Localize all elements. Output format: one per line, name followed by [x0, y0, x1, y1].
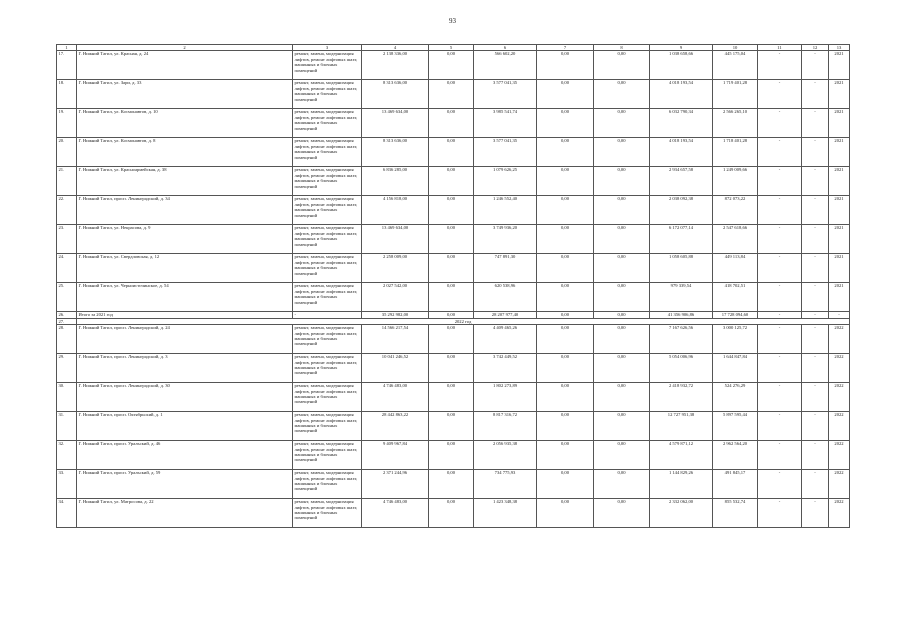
completion-year-cell: 2021 — [829, 109, 850, 138]
regional-budget-cell: 0,00 — [537, 167, 594, 196]
other-funds-cell: 5 897 595,44 — [713, 412, 758, 441]
address-cell: Г. Нижний Тагил, просп. Уральский, д. 59 — [77, 470, 293, 499]
other-funds-cell: 1 719 401,28 — [713, 80, 758, 109]
owners-funds-cell: 1 246 552,40 — [474, 196, 537, 225]
fund-cost-cell: 0,00 — [429, 254, 474, 283]
col-11-cell: - — [758, 254, 802, 283]
completion-year-cell: 13 — [829, 45, 850, 51]
fund-support-cell: 9 — [650, 45, 713, 51]
col-11-cell: - — [758, 138, 802, 167]
work-type-cell: ремонт, замена, модернизация лифтов, ремонт лифтовых шахт, машинных и блочных помещений — [293, 254, 362, 283]
fund-support-cell: 979 339,54 — [650, 283, 713, 312]
fund-support-cell: 4 579 871,12 — [650, 441, 713, 470]
table-row — [57, 225, 850, 254]
regional-budget-cell: 0,00 — [537, 138, 594, 167]
owners-funds-cell: 566 602,20 — [474, 51, 537, 80]
fund-support-cell: 2 038 092,38 — [650, 196, 713, 225]
completion-year-cell: 2022 — [829, 325, 850, 354]
fund-cost-cell: 0,00 — [429, 109, 474, 138]
completion-year-cell: 2021 — [829, 283, 850, 312]
fund-cost-cell: 0,00 — [429, 470, 474, 499]
fund-support-cell: 1 144 829,26 — [650, 470, 713, 499]
table-row — [57, 383, 850, 412]
local-budget-cell: 0,00 — [594, 225, 650, 254]
col-12-cell: - — [802, 441, 829, 470]
address-cell: Г. Нижний Тагил, ул. Зари, д. 33 — [77, 80, 293, 109]
row-number-cell: 23. — [57, 225, 77, 254]
other-funds-cell: 1 718 401,28 — [713, 138, 758, 167]
fund-support-cell: 12 727 951,38 — [650, 412, 713, 441]
fund-support-cell: 4 018 193,54 — [650, 80, 713, 109]
other-funds-cell: 524 276,29 — [713, 383, 758, 412]
completion-year-cell: 2021 — [829, 138, 850, 167]
table-row — [57, 441, 850, 470]
owners-funds-cell: 4 409 465,26 — [474, 325, 537, 354]
owners-funds-cell: 734 775,93 — [474, 470, 537, 499]
total-cost-cell: 4 — [362, 45, 429, 51]
col-12-cell: - — [802, 312, 829, 318]
fund-support-cell: 7 167 626,56 — [650, 325, 713, 354]
completion-year-cell: - — [829, 312, 850, 318]
fund-cost-cell: 0,00 — [429, 283, 474, 312]
fund-cost-cell: 0,00 — [429, 138, 474, 167]
local-budget-cell: 0,00 — [594, 80, 650, 109]
col-11-cell: - — [758, 441, 802, 470]
address-cell: Г. Нижний Тагил, просп. Ленинградский, д. 30 — [77, 383, 293, 412]
owners-funds-cell: 747 891,30 — [474, 254, 537, 283]
other-funds-cell: 1 644 847,84 — [713, 354, 758, 383]
work-type-cell: ремонт, замена, модернизация лифтов, ремонт лифтовых шахт, машинных и блочных помещений — [293, 383, 362, 412]
owners-funds-cell: 2 056 935,38 — [474, 441, 537, 470]
completion-year-cell: 2021 — [829, 196, 850, 225]
regional-budget-cell: 0,00 — [537, 412, 594, 441]
address-cell: Г. Нижний Тагил, ул. Свердловская, д. 12 — [77, 254, 293, 283]
table-row — [57, 470, 850, 499]
address-cell: Г. Нижний Тагил, просп. Ленинградский, д. 34 — [77, 196, 293, 225]
local-budget-cell: 0,00 — [594, 383, 650, 412]
completion-year-cell: 2022 — [829, 383, 850, 412]
other-funds-cell: 2 962 564,20 — [713, 441, 758, 470]
table-row — [57, 283, 850, 312]
row-number-cell: 28. — [57, 325, 77, 354]
work-type-cell: ремонт, замена, модернизация лифтов, ремонт лифтовых шахт, машинных и блочных помещений — [293, 441, 362, 470]
work-type-cell: ремонт, замена, модернизация лифтов, ремонт лифтовых шахт, машинных и блочных помещений — [293, 51, 362, 80]
owners-funds-cell: 1 802 273,89 — [474, 383, 537, 412]
regional-budget-cell: 0,00 — [537, 283, 594, 312]
col-11-cell: - — [758, 470, 802, 499]
row-number-cell: 26. — [57, 312, 77, 318]
col-11-cell: 11 — [758, 45, 802, 51]
capital-repair-table — [56, 44, 850, 528]
table-row — [57, 109, 850, 138]
fund-support-cell: 1 058 605,88 — [650, 254, 713, 283]
owners-funds-cell: 3 577 041,35 — [474, 138, 537, 167]
other-funds-cell: 3 000 125,72 — [713, 325, 758, 354]
owners-funds-cell: 8 817 316,72 — [474, 412, 537, 441]
work-type-cell: ремонт, замена, модернизация лифтов, ремонт лифтовых шахт, машинных и блочных помещений — [293, 196, 362, 225]
fund-support-cell: 6 172 077,14 — [650, 225, 713, 254]
total-cost-cell: 4 156 818,00 — [362, 196, 429, 225]
col-12-cell: - — [802, 254, 829, 283]
total-cost-cell: 2 138 336,00 — [362, 51, 429, 80]
address-cell: Г. Нижний Тагил, просп. Ленинградский, д. 24 — [77, 325, 293, 354]
total-cost-cell: 28 442 863,22 — [362, 412, 429, 441]
table-row — [57, 254, 850, 283]
local-budget-cell: 0,00 — [594, 470, 650, 499]
other-funds-cell: 17 728 094,60 — [713, 312, 758, 318]
col-12-cell: 12 — [802, 45, 829, 51]
owners-funds-cell: 6 — [474, 45, 537, 51]
table-row — [57, 412, 850, 441]
other-funds-cell: 2 547 618,66 — [713, 225, 758, 254]
fund-support-cell: 2 418 932,72 — [650, 383, 713, 412]
row-number-cell: 29. — [57, 354, 77, 383]
completion-year-cell: 2022 — [829, 441, 850, 470]
work-type-cell: ремонт, замена, модернизация лифтов, ремонт лифтовых шахт, машинных и блочных помещений — [293, 109, 362, 138]
fund-cost-cell: 0,00 — [429, 167, 474, 196]
regional-budget-cell: 0,00 — [537, 254, 594, 283]
col-11-cell: - — [758, 312, 802, 318]
local-budget-cell: 0,00 — [594, 325, 650, 354]
local-budget-cell: 0,00 — [594, 51, 650, 80]
row-number-cell: 24. — [57, 254, 77, 283]
table-row — [57, 138, 850, 167]
regional-budget-cell: 0,00 — [537, 80, 594, 109]
owners-funds-cell: 620 538,96 — [474, 283, 537, 312]
address-cell: Г. Нижний Тагил, ул. Космонавтов, д. 8 — [77, 138, 293, 167]
col-12-cell: - — [802, 283, 829, 312]
regional-budget-cell: 0,00 — [537, 441, 594, 470]
total-cost-cell: 2 258 009,00 — [362, 254, 429, 283]
regional-budget-cell: 0,00 — [537, 354, 594, 383]
local-budget-cell: 0,00 — [594, 167, 650, 196]
year-label-cell: 2022 год — [77, 318, 850, 324]
row-number-cell: 18. — [57, 80, 77, 109]
work-type-cell: ремонт, замена, модернизация лифтов, ремонт лифтовых шахт, машинных и блочных помещений — [293, 138, 362, 167]
local-budget-cell: 0,00 — [594, 138, 650, 167]
work-type-cell: - — [293, 312, 362, 318]
row-number-cell: 33. — [57, 470, 77, 499]
fund-cost-cell: 0,00 — [429, 325, 474, 354]
other-funds-cell: 491 845,17 — [713, 470, 758, 499]
total-cost-cell: 6 836 285,00 — [362, 167, 429, 196]
col-11-cell: - — [758, 51, 802, 80]
total-cost-cell: 2 027 542,00 — [362, 283, 429, 312]
regional-budget-cell: 0,00 — [537, 383, 594, 412]
completion-year-cell: 2021 — [829, 51, 850, 80]
local-budget-cell: 0,00 — [594, 354, 650, 383]
address-cell: Г. Нижний Тагил, просп. Октябрьский, д. 1 — [77, 412, 293, 441]
row-number-cell: 17. — [57, 51, 77, 80]
col-11-cell: - — [758, 196, 802, 225]
completion-year-cell: 2022 — [829, 499, 850, 528]
other-funds-cell: 1 249 009,66 — [713, 167, 758, 196]
table-row — [57, 499, 850, 528]
col-11-cell: - — [758, 499, 802, 528]
fund-cost-cell: 0,00 — [429, 312, 474, 318]
page-number: 93 — [449, 17, 456, 25]
regional-budget-cell: 0,00 — [537, 196, 594, 225]
regional-budget-cell: 0,00 — [537, 499, 594, 528]
col-11-cell: - — [758, 325, 802, 354]
table-row — [57, 167, 850, 196]
owners-funds-cell: 1 423 348,38 — [474, 499, 537, 528]
table-row — [57, 196, 850, 225]
local-budget-cell: 0,00 — [594, 196, 650, 225]
address-cell: 2 — [77, 45, 293, 51]
col-11-cell: - — [758, 283, 802, 312]
row-number-cell: 34. — [57, 499, 77, 528]
regional-budget-cell: 0,00 — [537, 325, 594, 354]
regional-budget-cell: 0,00 — [537, 470, 594, 499]
fund-support-cell: 6 032 790,34 — [650, 109, 713, 138]
fund-cost-cell: 0,00 — [429, 383, 474, 412]
total-cost-cell: 9 409 967,84 — [362, 441, 429, 470]
col-12-cell: - — [802, 138, 829, 167]
total-cost-cell: 4 746 483,00 — [362, 383, 429, 412]
local-budget-cell: 0,00 — [594, 412, 650, 441]
completion-year-cell: 2021 — [829, 254, 850, 283]
fund-cost-cell: 5 — [429, 45, 474, 51]
work-type-cell: ремонт, замена, модернизация лифтов, ремонт лифтовых шахт, машинных и блочных помещений — [293, 354, 362, 383]
row-number-cell: 31. — [57, 412, 77, 441]
row-number-cell: 22. — [57, 196, 77, 225]
owners-funds-cell: 3 749 936,20 — [474, 225, 537, 254]
local-budget-cell: 0,00 — [594, 109, 650, 138]
regional-budget-cell: 0,00 — [537, 109, 594, 138]
fund-support-cell: 2 934 657,58 — [650, 167, 713, 196]
row-number-cell: 27. — [57, 318, 77, 324]
address-cell: Итого за 2021 год — [77, 312, 293, 318]
total-cost-cell: 10 041 246,52 — [362, 354, 429, 383]
regional-budget-cell: 0,00 — [537, 225, 594, 254]
work-type-cell: ремонт, замена, модернизация лифтов, ремонт лифтовых шахт, машинных и блочных помещений — [293, 499, 362, 528]
table-row — [57, 51, 850, 80]
row-number-cell: 1 — [57, 45, 77, 51]
col-12-cell: - — [802, 325, 829, 354]
total-cost-cell: 2 371 244,96 — [362, 470, 429, 499]
address-cell: Г. Нижний Тагил, ул. Некрасова, д. 9 — [77, 225, 293, 254]
row-number-cell: 25. — [57, 283, 77, 312]
fund-cost-cell: 0,00 — [429, 80, 474, 109]
total-cost-cell: 13 469 634,00 — [362, 225, 429, 254]
local-budget-cell: 8 — [594, 45, 650, 51]
work-type-cell: ремонт, замена, модернизация лифтов, ремонт лифтовых шахт, машинных и блочных помещений — [293, 225, 362, 254]
fund-cost-cell: 0,00 — [429, 412, 474, 441]
col-11-cell: - — [758, 354, 802, 383]
work-type-cell: ремонт, замена, модернизация лифтов, ремонт лифтовых шахт, машинных и блочных помещений — [293, 283, 362, 312]
col-11-cell: - — [758, 167, 802, 196]
completion-year-cell: 2022 — [829, 354, 850, 383]
table-row — [57, 325, 850, 354]
col-11-cell: - — [758, 80, 802, 109]
col-12-cell: - — [802, 499, 829, 528]
completion-year-cell: 2021 — [829, 167, 850, 196]
row-number-cell: 21. — [57, 167, 77, 196]
completion-year-cell: 2022 — [829, 412, 850, 441]
local-budget-cell: 0,00 — [594, 283, 650, 312]
fund-cost-cell: 0,00 — [429, 499, 474, 528]
address-cell: Г. Нижний Тагил, ул. Черноисточинское, д. 54 — [77, 283, 293, 312]
work-type-cell: ремонт, замена, модернизация лифтов, ремонт лифтовых шахт, машинных и блочных помещений — [293, 167, 362, 196]
work-type-cell: ремонт, замена, модернизация лифтов, ремонт лифтовых шахт, машинных и блочных помещений — [293, 412, 362, 441]
table-row — [57, 354, 850, 383]
work-type-cell: 3 — [293, 45, 362, 51]
col-12-cell: - — [802, 80, 829, 109]
owners-funds-cell: 3 577 041,35 — [474, 80, 537, 109]
total-cost-cell: 35 292 982,00 — [362, 312, 429, 318]
col-12-cell: - — [802, 470, 829, 499]
col-12-cell: - — [802, 412, 829, 441]
local-budget-cell: 0,00 — [594, 254, 650, 283]
owners-funds-cell: 28 207 977,40 — [474, 312, 537, 318]
regional-budget-cell: 7 — [537, 45, 594, 51]
owners-funds-cell: 3 742 449,52 — [474, 354, 537, 383]
address-cell: Г. Нижний Тагил, просп. Уральский, д. 46 — [77, 441, 293, 470]
address-cell: Г. Нижний Тагил, ул. Красноармейская, д. 38 — [77, 167, 293, 196]
fund-cost-cell: 0,00 — [429, 51, 474, 80]
col-12-cell: - — [802, 51, 829, 80]
col-11-cell: - — [758, 383, 802, 412]
col-12-cell: - — [802, 225, 829, 254]
total-cost-cell: 14 566 217,54 — [362, 325, 429, 354]
col-11-cell: - — [758, 225, 802, 254]
work-type-cell: ремонт, замена, модернизация лифтов, ремонт лифтовых шахт, машинных и блочных помещений — [293, 470, 362, 499]
col-12-cell: - — [802, 109, 829, 138]
fund-cost-cell: 0,00 — [429, 354, 474, 383]
fund-cost-cell: 0,00 — [429, 225, 474, 254]
regional-budget-cell: 0,00 — [537, 312, 594, 318]
other-funds-cell: 418 702,51 — [713, 283, 758, 312]
local-budget-cell: 0,00 — [594, 312, 650, 318]
fund-support-cell: 41 356 906,86 — [650, 312, 713, 318]
total-cost-cell: 4 746 483,00 — [362, 499, 429, 528]
address-cell: Г. Нижний Тагил, ул. Космонавтов, д. 10 — [77, 109, 293, 138]
completion-year-cell: 2021 — [829, 225, 850, 254]
total-cost-cell: 8 313 636,00 — [362, 80, 429, 109]
col-12-cell: - — [802, 196, 829, 225]
col-12-cell: - — [802, 167, 829, 196]
row-number-cell: 19. — [57, 109, 77, 138]
completion-year-cell: 2022 — [829, 470, 850, 499]
other-funds-cell: 449 113,84 — [713, 254, 758, 283]
row-number-cell: 32. — [57, 441, 77, 470]
row-number-cell: 20. — [57, 138, 77, 167]
owners-funds-cell: 1 079 626,25 — [474, 167, 537, 196]
local-budget-cell: 0,00 — [594, 499, 650, 528]
address-cell: Г. Нижний Тагил, ул. Красная, д. 24 — [77, 51, 293, 80]
fund-cost-cell: 0,00 — [429, 441, 474, 470]
other-funds-cell: 445 175,04 — [713, 51, 758, 80]
address-cell: Г. Нижний Тагил, ул. Матросова, д. 22 — [77, 499, 293, 528]
other-funds-cell: 10 — [713, 45, 758, 51]
address-cell: Г. Нижний Тагил, просп. Ленинградский, д. 3 — [77, 354, 293, 383]
other-funds-cell: 872 073,22 — [713, 196, 758, 225]
col-12-cell: - — [802, 383, 829, 412]
other-funds-cell: 855 532,74 — [713, 499, 758, 528]
regional-budget-cell: 0,00 — [537, 51, 594, 80]
row-number-cell: 30. — [57, 383, 77, 412]
other-funds-cell: 2 566 265,10 — [713, 109, 758, 138]
local-budget-cell: 0,00 — [594, 441, 650, 470]
col-11-cell: - — [758, 412, 802, 441]
owners-funds-cell: 3 985 541,74 — [474, 109, 537, 138]
col-11-cell: - — [758, 109, 802, 138]
total-cost-cell: 8 313 636,00 — [362, 138, 429, 167]
completion-year-cell: 2021 — [829, 80, 850, 109]
fund-support-cell: 4 018 193,54 — [650, 138, 713, 167]
fund-support-cell: 1 038 658,66 — [650, 51, 713, 80]
total-cost-cell: 13 469 634,00 — [362, 109, 429, 138]
work-type-cell: ремонт, замена, модернизация лифтов, ремонт лифтовых шахт, машинных и блочных помещений — [293, 325, 362, 354]
fund-support-cell: 5 054 006,96 — [650, 354, 713, 383]
work-type-cell: ремонт, замена, модернизация лифтов, ремонт лифтовых шахт, машинных и блочных помещений — [293, 80, 362, 109]
col-12-cell: - — [802, 354, 829, 383]
table-row — [57, 80, 850, 109]
fund-support-cell: 2 332 062,00 — [650, 499, 713, 528]
fund-cost-cell: 0,00 — [429, 196, 474, 225]
